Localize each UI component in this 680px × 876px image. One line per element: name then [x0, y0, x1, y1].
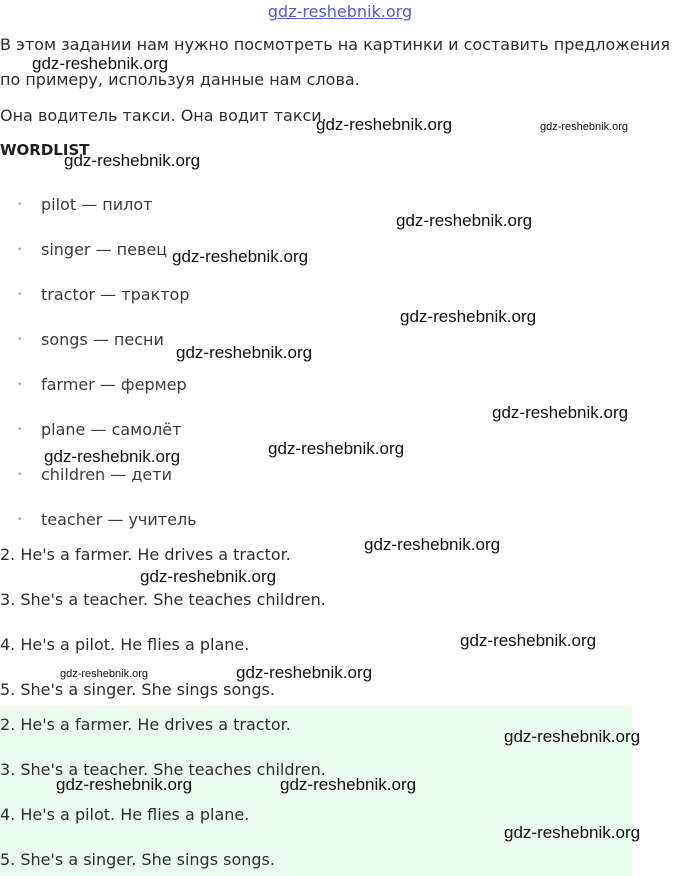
wordlist-item: teacher — учитель	[41, 510, 197, 529]
watermark: gdz-reshebnik.org	[64, 151, 201, 170]
watermark: gdz-reshebnik.org	[60, 668, 149, 680]
intro-line-1: В этом задании нам нужно посмотреть на картинки и составить предложения	[0, 35, 671, 54]
watermark: gdz-reshebnik.org	[236, 663, 373, 682]
watermark: gdz-reshebnik.org	[176, 343, 313, 362]
bullet-icon: •	[17, 245, 23, 255]
bullet-icon: •	[17, 470, 23, 480]
example-sentence: Она водитель такси. Она водит такси.	[0, 106, 327, 125]
highlighted-answer-line: 2. He's a farmer. He drives a tractor.	[0, 715, 291, 734]
watermark: gdz-reshebnik.org	[172, 247, 309, 266]
watermark: gdz-reshebnik.org	[32, 54, 169, 73]
site-title-link[interactable]: gdz-reshebnik.org	[267, 2, 413, 21]
answer-line: 2. He's a farmer. He drives a tractor.	[0, 545, 291, 564]
highlighted-answer-line: 3. She's a teacher. She teaches children.	[0, 760, 326, 779]
watermark: gdz-reshebnik.org	[280, 775, 417, 794]
wordlist-item: tractor — трактор	[41, 285, 190, 304]
wordlist-heading: WORDLIST	[0, 141, 90, 159]
bullet-icon: •	[17, 425, 23, 435]
intro-line-2: по примеру, используя данные нам слова.	[0, 70, 360, 89]
watermark: gdz-reshebnik.org	[396, 211, 533, 230]
bullet-icon: •	[17, 290, 23, 300]
watermark: gdz-reshebnik.org	[140, 567, 277, 586]
wordlist-item: farmer — фермер	[41, 375, 187, 394]
bullet-icon: •	[17, 380, 23, 390]
watermark: gdz-reshebnik.org	[316, 115, 453, 134]
watermark: gdz-reshebnik.org	[44, 447, 181, 466]
answer-line: 4. He's a pilot. He flies a plane.	[0, 635, 250, 654]
wordlist-item: songs — песни	[41, 330, 164, 349]
bullet-icon: •	[17, 200, 23, 210]
answer-line: 5. She's a singer. She sings songs.	[0, 680, 275, 699]
watermark: gdz-reshebnik.org	[268, 439, 405, 458]
watermark: gdz-reshebnik.org	[460, 631, 597, 650]
bullet-icon: •	[17, 515, 23, 525]
watermark: gdz-reshebnik.org	[504, 823, 641, 842]
highlighted-answer-line: 4. He's a pilot. He flies a plane.	[0, 805, 250, 824]
wordlist-item: pilot — пилот	[41, 195, 153, 214]
watermark: gdz-reshebnik.org	[504, 727, 641, 746]
watermark: gdz-reshebnik.org	[56, 775, 193, 794]
wordlist-item: singer — певец	[41, 240, 168, 259]
watermark: gdz-reshebnik.org	[400, 307, 537, 326]
wordlist-item: children — дети	[41, 465, 172, 484]
watermark: gdz-reshebnik.org	[364, 535, 501, 554]
answer-line: 3. She's a teacher. She teaches children.	[0, 590, 326, 609]
highlighted-answer-line: 5. She's a singer. She sings songs.	[0, 850, 275, 869]
wordlist-item: plane — самолёт	[41, 420, 182, 439]
watermark: gdz-reshebnik.org	[540, 121, 629, 133]
bullet-icon: •	[17, 335, 23, 345]
watermark: gdz-reshebnik.org	[492, 403, 629, 422]
